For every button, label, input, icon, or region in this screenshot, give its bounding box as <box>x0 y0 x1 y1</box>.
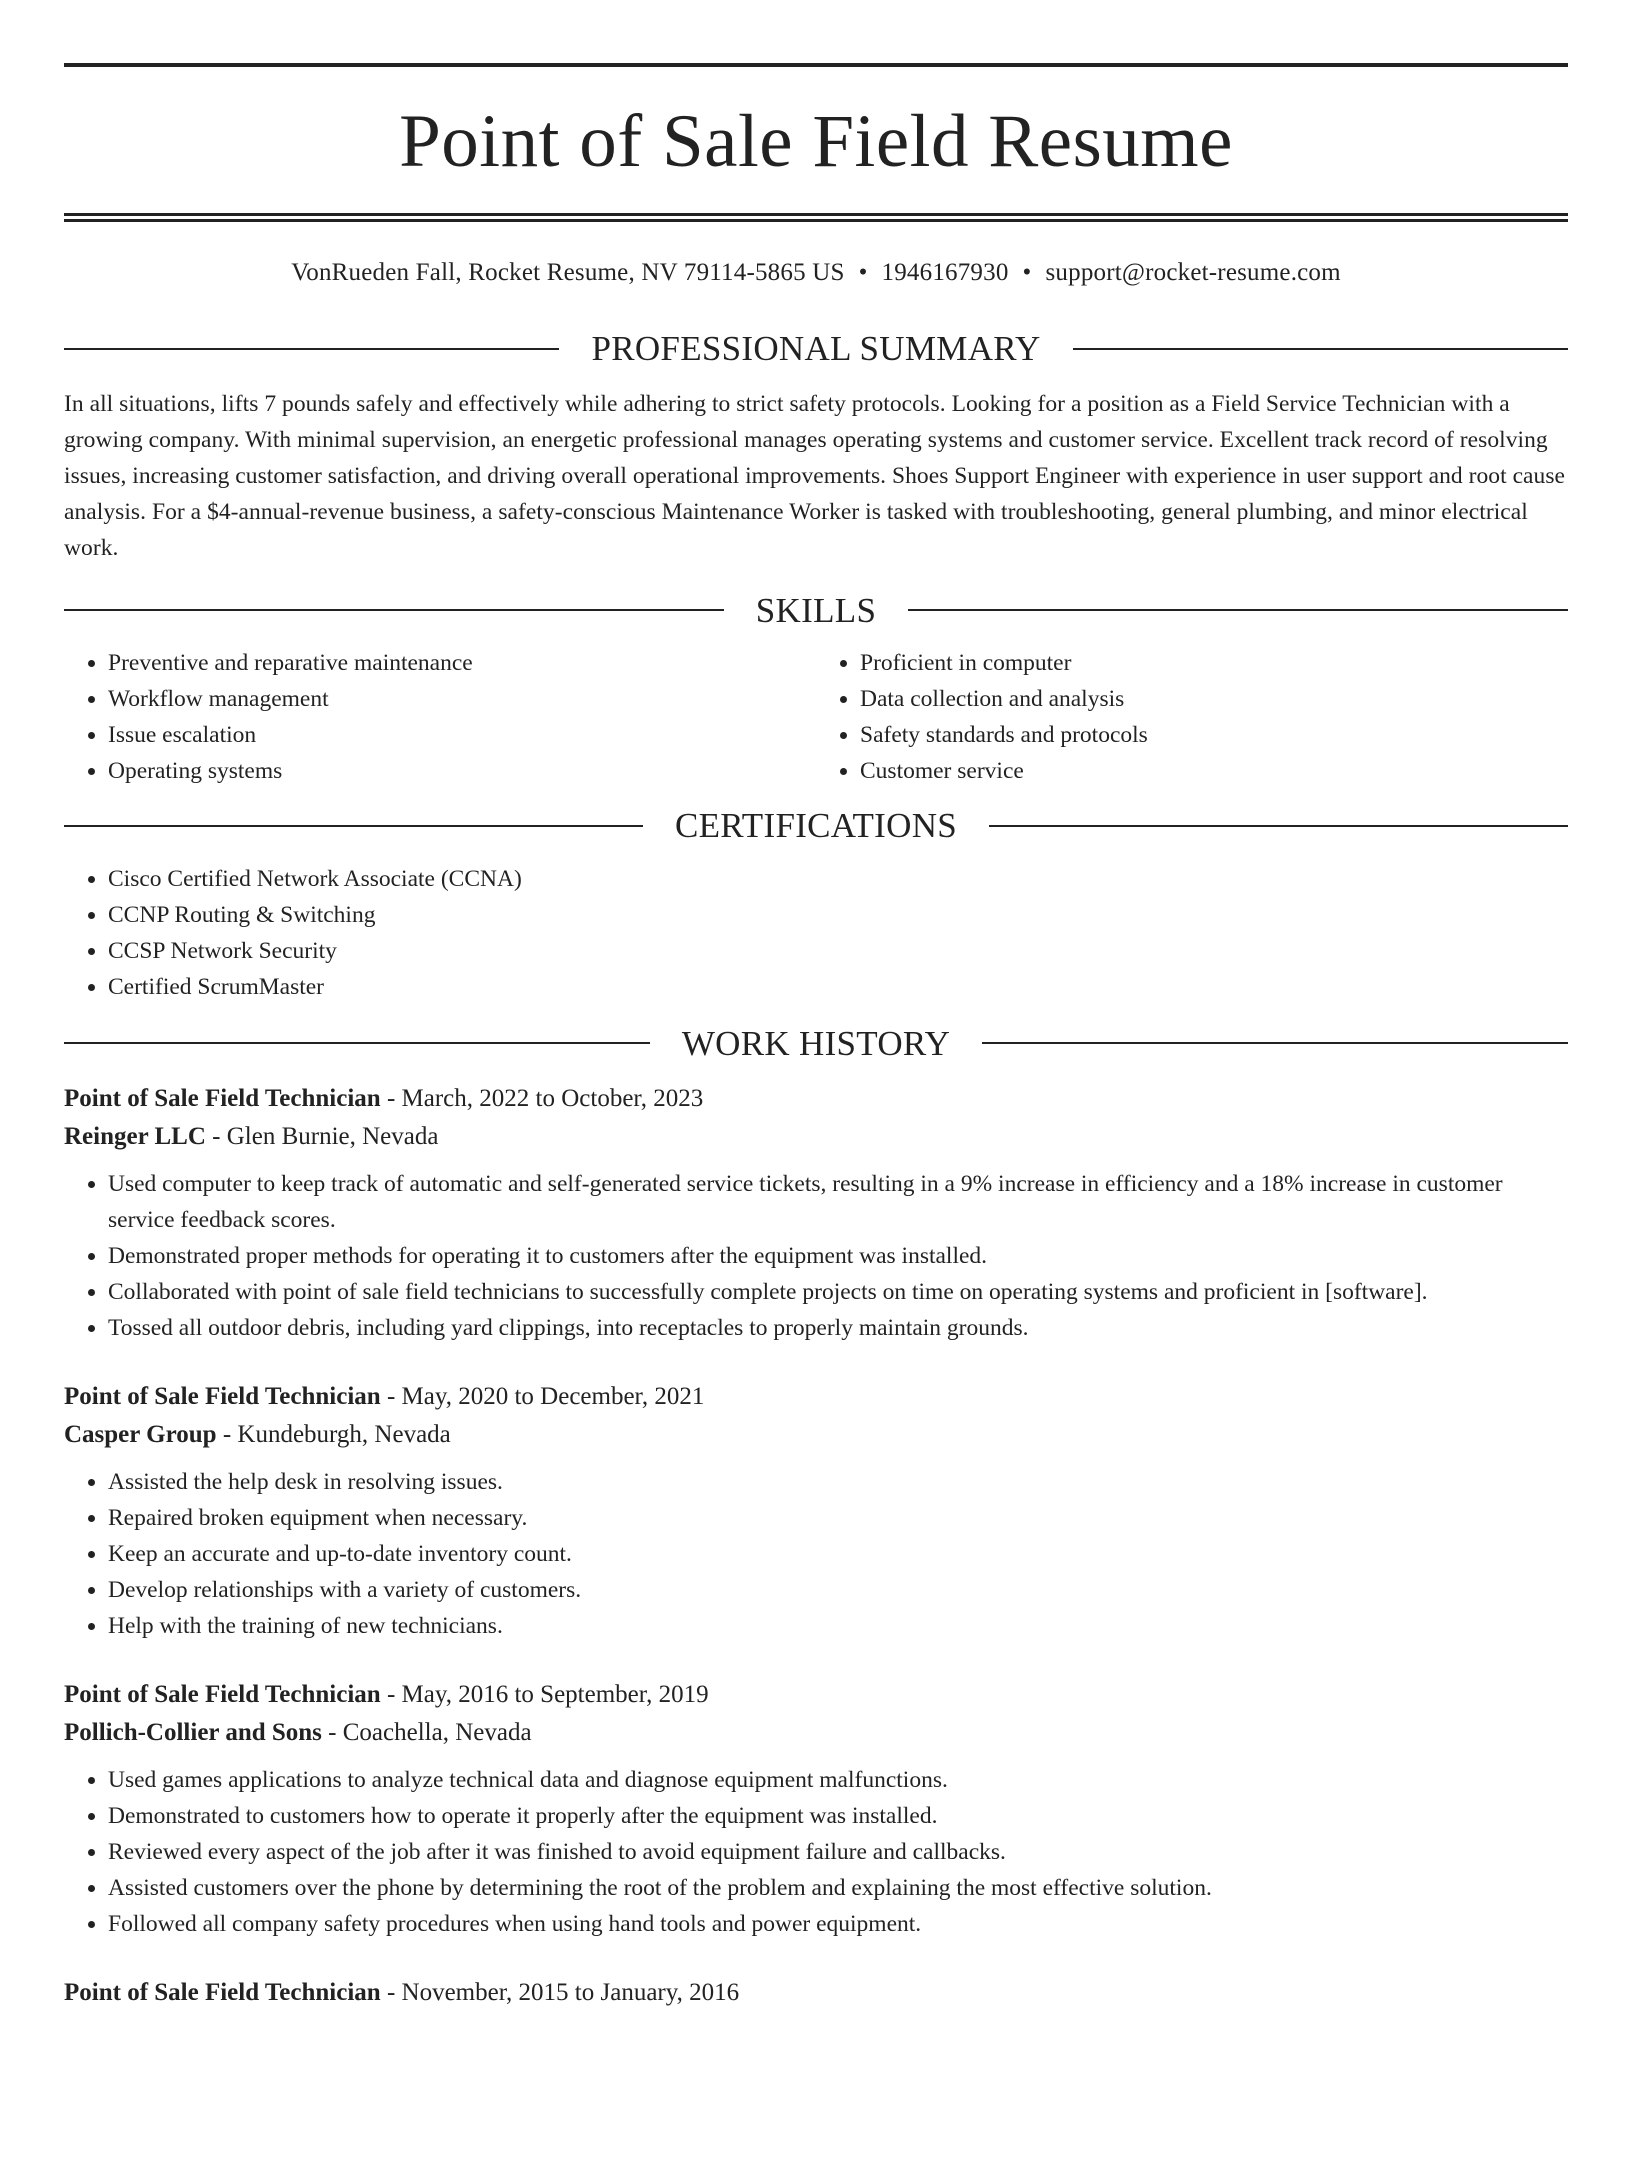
skills-column-right <box>816 645 1568 789</box>
job-dates: - November, 2015 to January, 2016 <box>380 1979 740 2006</box>
summary-text: In all situations, lifts 7 pounds safely and effectively while adhering to strict safety protocols. Looking for a position as a Field Service Technician with a growing company. With minimal supervision, an energetic professional manages operating systems and customer service. Excellent track record of resolving issues, increasing customer satisfaction, and driving overall operational improvements. Shoes Support Engineer with experience in user support and root cause analysis. For a $4-annual-revenue business, a safety-conscious Maintenance Worker is tasked with troubleshooting, general plumbing, and minor electrical work. <box>64 390 1566 561</box>
certification-item: • Cisco Certified Network Associate (CCNA) <box>108 861 1568 897</box>
job-company: Reinger LLC <box>64 1123 206 1150</box>
skills-column-left <box>64 645 816 789</box>
section-rule <box>982 1042 1568 1044</box>
contact-phone: 1946167930 <box>881 259 1009 286</box>
skill-item: • Safety standards and protocols <box>860 717 1568 753</box>
job-bullet: • Used games applications to analyze technical data and diagnose equipment malfunctions. <box>108 1762 1568 1798</box>
job-title-line <box>64 1080 1568 1118</box>
job-company-line <box>64 1714 1568 1752</box>
job-title-line <box>64 1378 1568 1416</box>
job-bullets <box>64 1464 1568 1644</box>
summary-heading: PROFESSIONAL SUMMARY <box>591 329 1041 368</box>
job-bullet: • Assisted customers over the phone by determining the root of the problem and explaining the most effective solution. <box>108 1870 1568 1906</box>
job-title: Point of Sale Field Technician <box>64 1383 381 1410</box>
job-bullet: • Develop relationships with a variety of customers. <box>108 1572 1568 1608</box>
section-rule <box>1073 348 1568 350</box>
section-rule <box>989 825 1568 827</box>
resume-title: Point of Sale Field Resume <box>399 100 1233 183</box>
job-bullet: • Demonstrated proper methods for operating it to customers after the equipment was installed. <box>108 1238 1568 1274</box>
job-entry <box>64 1080 1568 1346</box>
job-bullet: • Assisted the help desk in resolving issues. <box>108 1464 1568 1500</box>
job-bullets <box>64 1166 1568 1346</box>
resume-page <box>0 63 1632 2175</box>
job-dates: - May, 2016 to September, 2019 <box>380 1681 709 1708</box>
job-bullet: • Used computer to keep track of automatic and self-generated service tickets, resulting in a 9% increase in efficiency and a 18% increase in customer service feedback scores. <box>108 1166 1568 1238</box>
job-title: Point of Sale Field Technician <box>64 1979 381 2006</box>
summary-section-header <box>64 326 1568 372</box>
skill-item: • Issue escalation <box>108 717 816 753</box>
job-company-line <box>64 1416 1568 1454</box>
certifications-list <box>64 861 1568 1005</box>
title-double-rule <box>64 213 1568 222</box>
job-company-line <box>64 1118 1568 1156</box>
certification-item: • CCSP Network Security <box>108 933 1568 969</box>
section-rule <box>64 348 559 350</box>
job-entry <box>64 1676 1568 1942</box>
job-company: Pollich-Collier and Sons <box>64 1719 322 1746</box>
job-entry <box>64 1378 1568 1644</box>
job-title-line <box>64 1974 1568 2012</box>
job-location: - Kundeburgh, Nevada <box>216 1421 451 1448</box>
certification-item: • Certified ScrumMaster <box>108 969 1568 1005</box>
skill-item: • Customer service <box>860 753 1568 789</box>
job-bullet: • Demonstrated to customers how to operate it properly after the equipment was installed. <box>108 1798 1568 1834</box>
certifications-heading: CERTIFICATIONS <box>674 806 958 845</box>
contact-email[interactable]: support@rocket-resume.com <box>1045 259 1341 286</box>
skill-item: • Workflow management <box>108 681 816 717</box>
job-bullet: • Keep an accurate and up-to-date inventory count. <box>108 1536 1568 1572</box>
skill-item: • Proficient in computer <box>860 645 1568 681</box>
contact-separator: • <box>1022 259 1032 286</box>
job-dates: - May, 2020 to December, 2021 <box>380 1383 705 1410</box>
job-title-line <box>64 1676 1568 1714</box>
top-rule <box>64 63 1568 67</box>
skills-list <box>64 645 1568 789</box>
job-bullets <box>64 1762 1568 1942</box>
job-title: Point of Sale Field Technician <box>64 1085 381 1112</box>
job-location: - Glen Burnie, Nevada <box>205 1123 439 1150</box>
skill-item: • Operating systems <box>108 753 816 789</box>
job-location: - Coachella, Nevada <box>321 1719 532 1746</box>
job-dates: - March, 2022 to October, 2023 <box>380 1085 704 1112</box>
job-company: Casper Group <box>64 1421 217 1448</box>
job-bullet: • Collaborated with point of sale field technicians to successfully complete projects on time on operating systems and proficient in [software]. <box>108 1274 1568 1310</box>
contact-address: VonRueden Fall, Rocket Resume, NV 79114-5865 US <box>291 259 845 286</box>
job-bullet: • Followed all company safety procedures when using hand tools and power equipment. <box>108 1906 1568 1942</box>
section-rule <box>64 825 643 827</box>
job-bullet: • Repaired broken equipment when necessary. <box>108 1500 1568 1536</box>
section-rule <box>64 609 724 611</box>
skill-item: • Data collection and analysis <box>860 681 1568 717</box>
contact-line <box>64 258 1568 288</box>
skills-heading: SKILLS <box>755 590 877 630</box>
job-entry <box>64 1974 1568 2012</box>
job-bullet: • Help with the training of new technicians. <box>108 1608 1568 1644</box>
certifications-section-header <box>64 803 1568 849</box>
job-title: Point of Sale Field Technician <box>64 1681 381 1708</box>
skill-item: • Preventive and reparative maintenance <box>108 645 816 681</box>
section-rule <box>908 609 1568 611</box>
section-rule <box>64 1042 650 1044</box>
skills-section-header <box>64 588 1568 634</box>
work-heading: WORK HISTORY <box>681 1023 951 1063</box>
contact-separator: • <box>858 259 868 286</box>
certification-item: • CCNP Routing & Switching <box>108 897 1568 933</box>
work-section-header <box>64 1021 1568 1067</box>
job-bullet: • Tossed all outdoor debris, including yard clippings, into receptacles to properly maintain grounds. <box>108 1310 1568 1346</box>
job-bullet: • Reviewed every aspect of the job after it was finished to avoid equipment failure and callbacks. <box>108 1834 1568 1870</box>
